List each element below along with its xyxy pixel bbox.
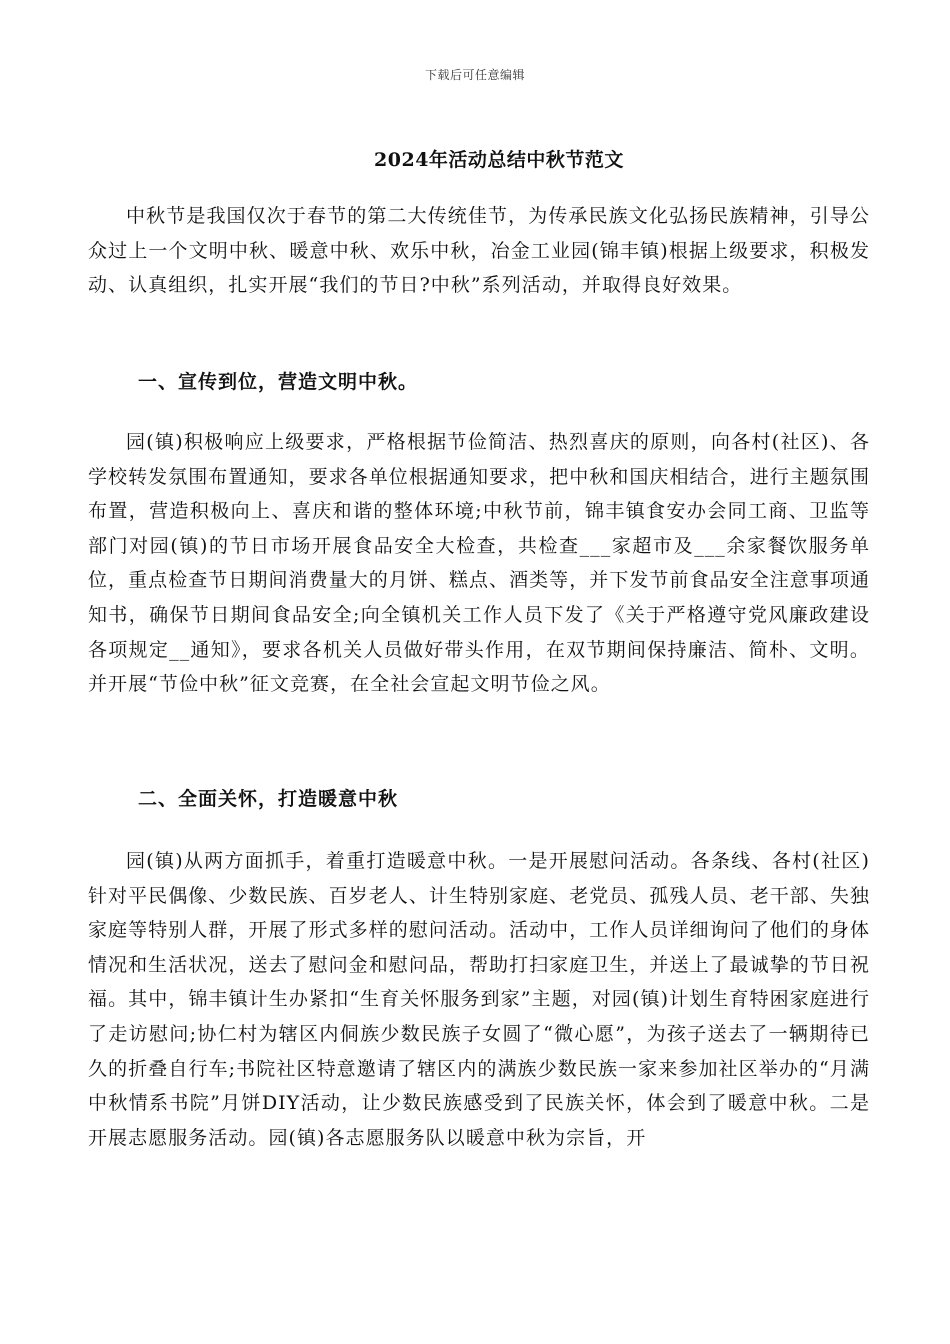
section-1-paragraph-block [88,425,870,702]
document-title: 2024年活动总结中秋节范文 [374,149,624,171]
header-note: 下载后可任意编辑 [424,68,525,82]
section-1-paragraph: 园(镇)积极响应上级要求，严格根据节俭简洁、热烈喜庆的原则，向各村(社区)、各学校转发氛围布置通知，要求各单位根据通知要求，把中秋和国庆相结合，进行主题氛围布置，营造积极向上、喜庆和谐的整体环境;中秋节前，锦丰镇食安办会同工商、卫监等部门对园(镇)的节日市场开展食品安全大检查，共检查___家超市及___余家餐饮服务单位，重点检查节日期间消费量大的月饼、糕点、酒类等，并下发节前食品安全注意事项通知书，确保节日期间食品安全;向全镇机关工作人员下发了《关于严格遵守党风廉政建设各项规定__通知》，要求各机关人员做好带头作用，在双节期间保持廉洁、简朴、文明。并开展“节俭中秋”征文竞赛，在全社会宣起文明节俭之风。 [88,431,870,696]
section-2-paragraph: 园(镇)从两方面抓手，着重打造暖意中秋。一是开展慰问活动。各条线、各村(社区)针对平民偶像、少数民族、百岁老人、计生特别家庭、老党员、孤残人员、老干部、失独家庭等特别人群，开展了形式多样的慰问活动。活动中，工作人员详细询问了他们的身体情况和生活状况，送去了慰问金和慰问品，帮助打扫家庭卫生，并送上了最诚挚的节日祝福。其中，锦丰镇计生办紧扣“生育关怀服务到家”主题，对园(镇)计划生育特困家庭进行了走访慰问;协仁村为辖区内侗族少数民族子女圆了“微心愿”，为孩子送去了一辆期待已久的折叠自行车;书院社区特意邀请了辖区内的满族少数民族一家来参加社区举办的“月满中秋情系书院”月饼DIY活动，让少数民族感受到了民族关怀，体会到了暖意中秋。二是开展志愿服务活动。园(镇)各志愿服务队以暖意中秋为宗旨，开 [88,850,870,1149]
section-heading-1: 一、宣传到位，营造文明中秋。 [138,371,419,393]
intro-paragraph: 中秋节是我国仅次于春节的第二大传统佳节，为传承民族文化弘扬民族精神，引导公众过上一个文明中秋、暖意中秋、欢乐中秋，冶金工业园(锦丰镇)根据上级要求，积极发动、认真组织，扎实开展“我们的节日?中秋”系列活动，并取得良好效果。 [88,205,870,297]
section-heading-2: 二、全面关怀，打造暖意中秋 [138,788,399,810]
section-2-paragraph-block [88,844,870,1155]
intro-paragraph-block [88,199,870,303]
